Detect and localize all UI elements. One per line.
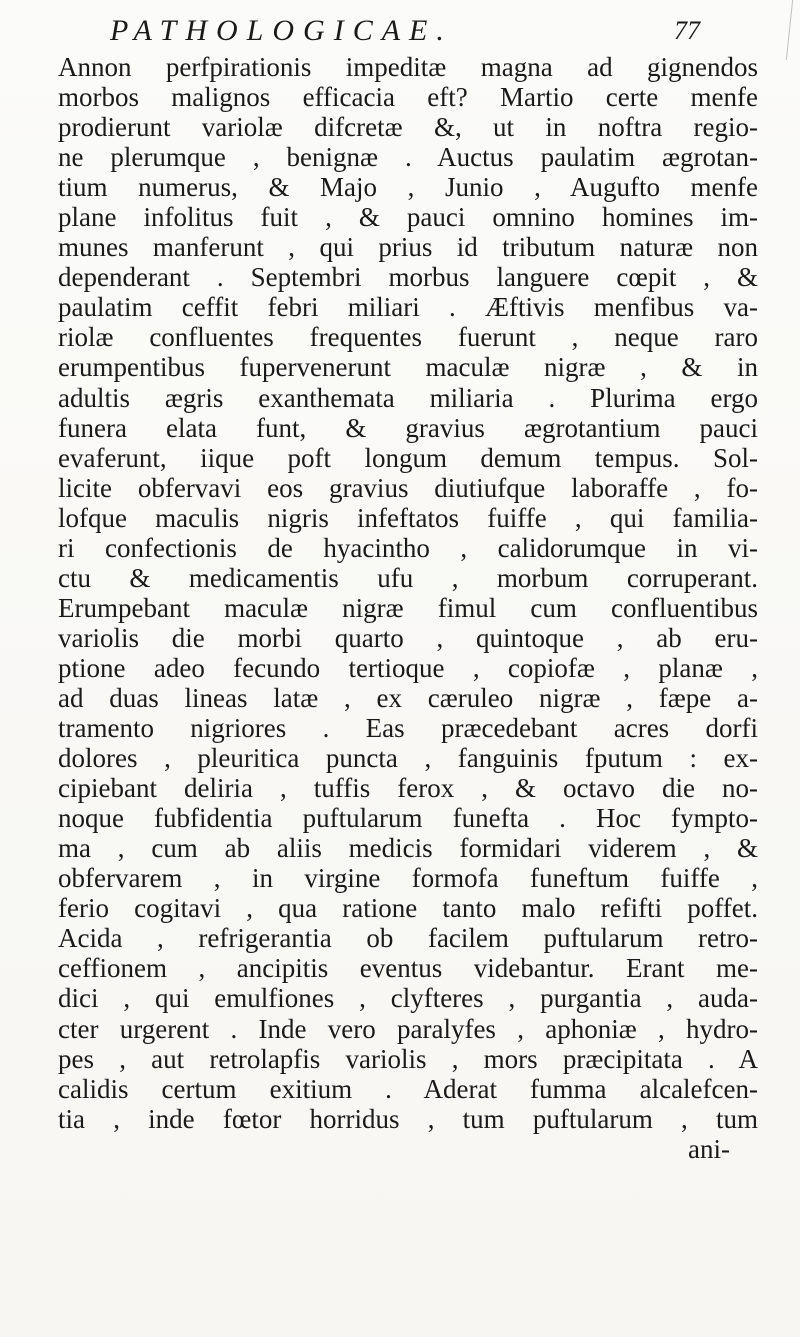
page-header (110, 6, 700, 52)
text-line: erumpentibus fupervenerunt maculæ nigræ , & in (58, 352, 758, 383)
text-line: cter urgerent . Inde vero paralyfes , aphoniæ , hydro- (58, 1013, 758, 1044)
body-text (58, 52, 758, 1164)
text-line: cipiebant deliria , tuffis ferox , & octavo die no- (58, 773, 758, 804)
text-line: evaferunt, iique poft longum demum tempus. Sol- (58, 442, 758, 473)
catchword: ani- (688, 1133, 730, 1164)
text-line: tium numerus, & Majo , Junio , Augufto menfe (58, 172, 758, 203)
text-line: ri confectionis de hyacintho , calidorumque in vi- (58, 532, 758, 563)
text-line: adultis ægris exanthemata miliaria . Plurima ergo (58, 382, 758, 413)
text-line: dolores , pleuritica puncta , fanguinis fputum : ex- (58, 743, 758, 774)
text-line: ma , cum ab aliis medicis formidari viderem , & (58, 833, 758, 864)
text-line: morbos malignos efficacia eft? Martio certe menfe (58, 82, 758, 113)
text-line: dependerant . Septembri morbus languere cœpit , & (58, 262, 758, 293)
text-line: obfervarem , in virgine formofa funeftum fuiffe , (58, 863, 758, 894)
text-line: munes manferunt , qui prius id tributum naturæ non (58, 232, 758, 263)
text-line: variolis die morbi quarto , quintoque , ab eru- (58, 622, 758, 653)
running-title: PATHOLOGICAE. (110, 14, 453, 47)
text-line: ad duas lineas latæ , ex cæruleo nigræ , fæpe a- (58, 682, 758, 713)
text-line: dici , qui emulfiones , clyfteres , purgantia , auda- (58, 983, 758, 1014)
text-line: Erumpebant maculæ nigræ fimul cum confluentibus (58, 592, 758, 623)
text-line: ferio cogitavi , qua ratione tanto malo refifti poffet. (58, 893, 758, 924)
text-line: plane infolitus fuit , & pauci omnino homines im- (58, 202, 758, 233)
text-line: paulatim ceffit febri miliari . Æftivis menfibus va- (58, 292, 758, 323)
page-number: 77 (674, 16, 700, 45)
text-line: licite obfervavi eos gravius diutiufque laboraffe , fo- (58, 472, 758, 503)
text-line: tramento nigriores . Eas præcedebant acres dorfi (58, 713, 758, 744)
text-line: calidis certum exitium . Aderat fumma alcalefcen- (58, 1073, 758, 1104)
text-line: tia , inde fœtor horridus , tum puftularum , tum (58, 1103, 758, 1134)
page-edge-mark (786, 0, 799, 60)
text-line: noque fubfidentia puftularum funefta . Hoc fympto- (58, 803, 758, 834)
text-line: ptione adeo fecundo tertioque , copiofæ , planæ , (58, 652, 758, 683)
text-line: Acida , refrigerantia ob facilem puftularum retro- (58, 923, 758, 954)
text-line: ctu & medicamentis ufu , morbum corruperant. (58, 562, 758, 593)
text-line: funera elata funt, & gravius ægrotantium pauci (58, 412, 758, 443)
text-line: ceffionem , ancipitis eventus videbantur. Erant me- (58, 953, 758, 984)
text-line: ne plerumque , benignæ . Auctus paulatim ægrotan- (58, 142, 758, 173)
text-line: prodierunt variolæ difcretæ &, ut in noftra regio- (58, 112, 758, 143)
text-line: pes , aut retrolapfis variolis , mors præcipitata . A (58, 1043, 758, 1074)
text-line: lofque maculis nigris infeftatos fuiffe , qui familia- (58, 502, 758, 533)
text-line: riolæ confluentes frequentes fuerunt , neque raro (58, 322, 758, 353)
text-line: Annon perfpirationis impeditæ magna ad gignendos (58, 52, 758, 82)
